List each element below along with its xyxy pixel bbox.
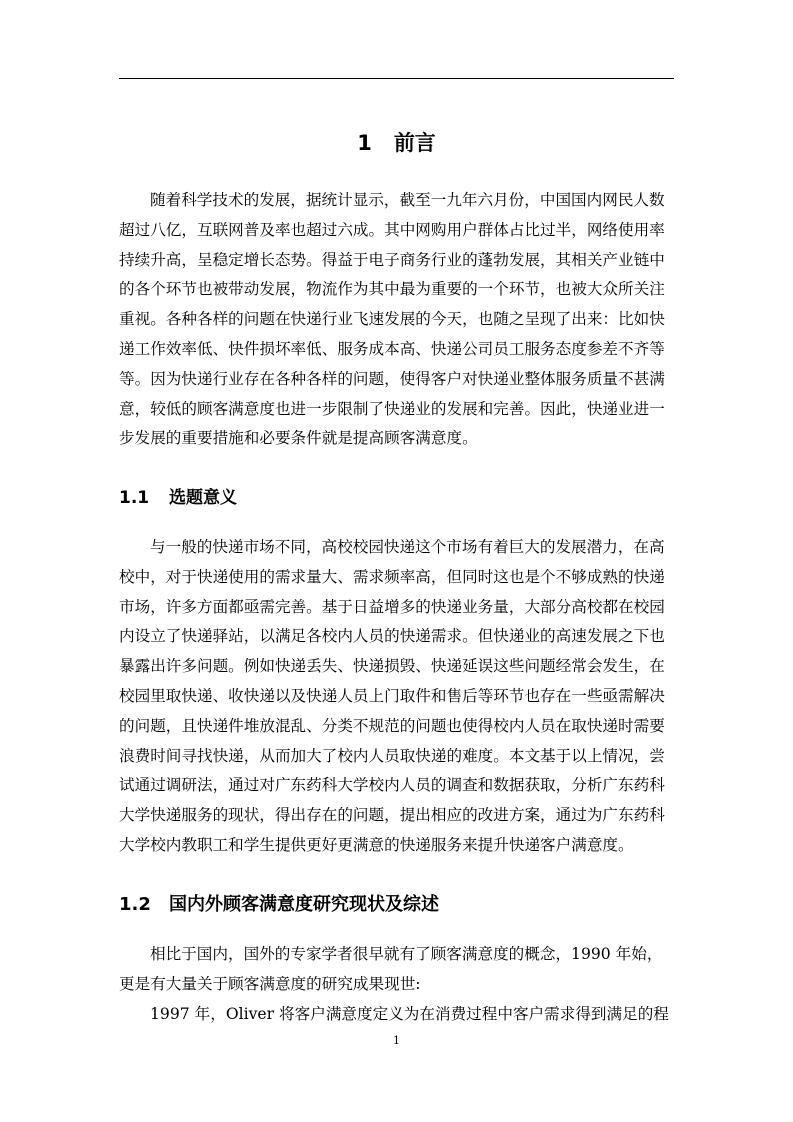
- section2-paragraph: [119, 940, 674, 1029]
- text-line: 1997 年，Oliver 将客户满意度定义为在消费过程中客户需求得到满足的程: [150, 1004, 669, 1023]
- text-line: 超过八亿，互联网普及率也超过六成。其中网购用户群体占比过半，网络使用率: [119, 220, 665, 239]
- page-number: 1: [393, 1034, 400, 1047]
- text-line: 校园里取快递、收快递以及快递人员上门取件和售后等环节也存在一些亟需解决: [119, 686, 665, 705]
- section-heading: [119, 890, 674, 920]
- text-line: 校中，对于快递使用的需求量大、需求频率高，但同时这也是个不够成熟的快递: [119, 567, 665, 586]
- text-line: 的问题，且快递件堆放混乱、分类不规范的问题也使得校内人员在取快递时需要: [119, 716, 665, 735]
- text-line: 内设立了快递驿站，以满足各校内人员的快递需求。但快递业的高速发展之下也: [119, 627, 665, 646]
- text-line: 递工作效率低、快件损坏率低、服务成本高、快递公司员工服务态度参差不齐等: [119, 339, 665, 358]
- text-line: 意，较低的顾客满意度也进一步限制了快递业的发展和完善。因此，快递业进一: [119, 399, 665, 418]
- section-title: 选题意义: [169, 488, 237, 508]
- text-line: 试通过调研法，通过对广东药科大学校内人员的调查和数据获取，分析广东药科: [119, 776, 665, 795]
- text-line: 相比于国内，国外的专家学者很早就有了顾客满意度的概念，1990 年始，: [150, 945, 663, 963]
- section-number: 1.2: [119, 894, 151, 915]
- chapter-title: [119, 128, 674, 158]
- text-line: 大学快递服务的现状，得出存在的问题，提出相应的改进方案，通过为广东药科: [119, 806, 665, 825]
- text-line: 大学校内教职工和学生提供更好更满意的快递服务来提升快递客户满意度。: [119, 835, 634, 854]
- section-number: 1.1: [119, 488, 150, 508]
- chapter-number: 1: [357, 131, 372, 155]
- section-heading: [119, 484, 674, 512]
- section-title: 国内外顾客满意度研究现状及综述: [169, 894, 439, 915]
- text-line: 步发展的重要措施和必要条件就是提高顾客满意度。: [119, 429, 478, 448]
- text-line: 市场，许多方面都亟需完善。基于日益增多的快递业务量，大部分高校都在校园: [119, 597, 665, 616]
- intro-paragraph: [119, 186, 674, 454]
- section1-paragraph: [119, 533, 674, 861]
- text-line: 持续升高，呈稳定增长态势。得益于电子商务行业的蓬勃发展，其相关产业链中: [119, 250, 665, 269]
- text-line: 与一般的快递市场不同，高校校园快递这个市场有着巨大的发展潜力，在高: [150, 538, 665, 556]
- text-line: 的各个环节也被带动发展，物流作为其中最为重要的一个环节，也被大众所关注: [119, 280, 665, 299]
- header-rule: [119, 78, 674, 79]
- text-line: 重视。各种各样的问题在快递行业飞速发展的今天，也随之呈现了出来：比如快: [119, 310, 665, 329]
- text-line: 更是有大量关于顾客满意度的研究成果现世:: [119, 974, 421, 993]
- text-line: 浪费时间寻找快递，从而加大了校内人员取快递的难度。本文基于以上情况，尝: [119, 746, 665, 765]
- chapter-title-text: 前言: [393, 131, 436, 155]
- text-line: 暴露出许多问题。例如快递丢失、快递损毁、快递延误这些问题经常会发生，在: [119, 657, 665, 676]
- text-line: 等。因为快递行业存在各种各样的问题，使得客户对快递业整体服务质量不甚满: [119, 369, 665, 388]
- text-line: 随着科学技术的发展，据统计显示，截至一九年六月份，中国国内网民人数: [150, 191, 665, 209]
